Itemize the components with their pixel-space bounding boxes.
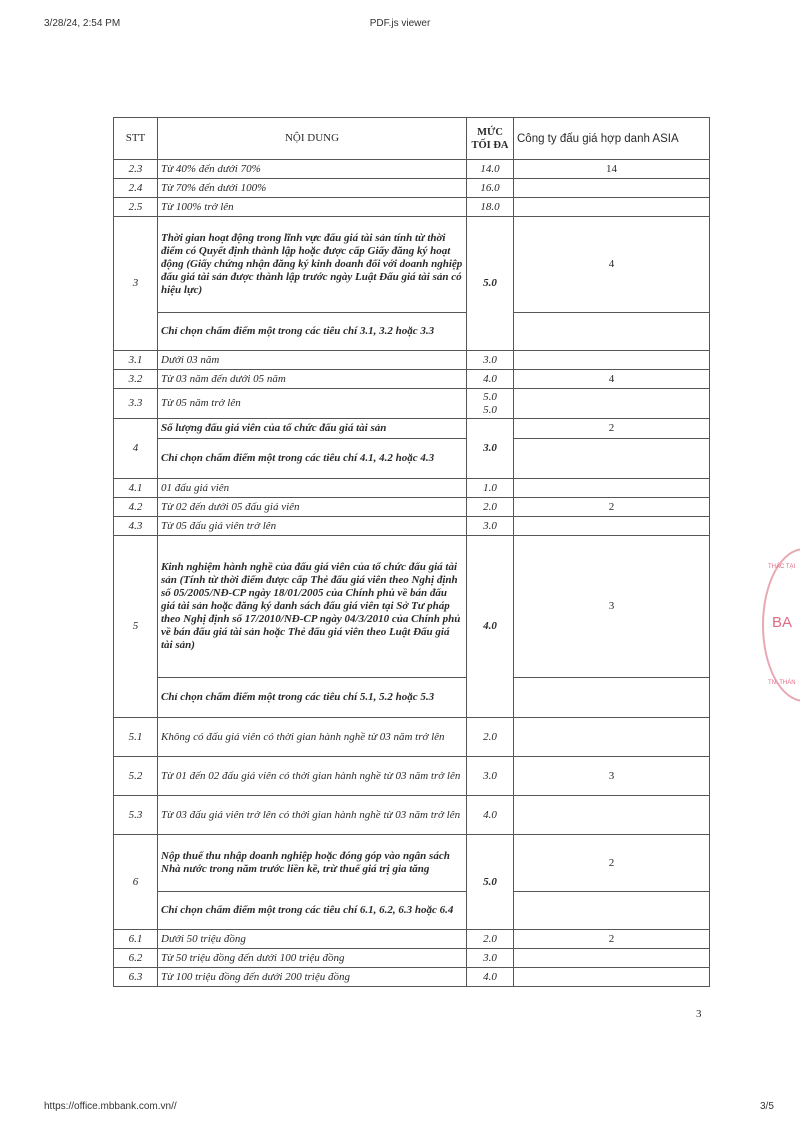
table-row [114, 949, 710, 968]
row-score: 2 [514, 419, 710, 439]
row-score [514, 351, 710, 370]
row-max: 5.0 [467, 835, 514, 930]
row-content-note: Chỉ chọn chấm điểm một trong các tiêu chí 4.1, 4.2 hoặc 4.3 [158, 439, 467, 479]
table-row [114, 370, 710, 389]
company-stamp [762, 548, 800, 702]
row-score: 3 [514, 536, 710, 678]
row-max: 4.0 [467, 536, 514, 718]
row-score [514, 389, 710, 419]
row-stt: 4.3 [114, 517, 158, 536]
row-score-empty [514, 313, 710, 351]
row-stt: 4.2 [114, 498, 158, 517]
row-max-line2: 5.0 [483, 403, 497, 416]
row-stt: 6.3 [114, 968, 158, 987]
row-max: 2.0 [467, 930, 514, 949]
row-content: Không có đấu giá viên có thời gian hành nghề từ 03 năm trở lên [158, 718, 467, 757]
row-content-main: Số lượng đấu giá viên của tổ chức đấu giá tài sản [158, 419, 467, 439]
row-content: Từ 01 đến 02 đấu giá viên có thời gian hành nghề từ 03 năm trở lên [158, 757, 467, 796]
table-row [114, 179, 710, 198]
row-score: 4 [514, 217, 710, 313]
row-max: 4.0 [467, 796, 514, 835]
table-row [114, 198, 710, 217]
row-score [514, 718, 710, 757]
header-stt: STT [114, 118, 158, 160]
table-row [114, 498, 710, 517]
row-content: Từ 05 năm trở lên [158, 389, 467, 419]
table-row [114, 536, 710, 678]
row-stt: 4 [114, 419, 158, 479]
table-header-row [114, 118, 710, 160]
document-page-number: 3 [696, 1008, 702, 1020]
row-content-note: Chỉ chọn chấm điểm một trong các tiêu chí 3.1, 3.2 hoặc 3.3 [158, 313, 467, 351]
table-row [114, 678, 710, 718]
table-row [114, 217, 710, 313]
row-max: 3.0 [467, 351, 514, 370]
stamp-text-mid: BA [772, 614, 793, 631]
row-score: 3 [514, 757, 710, 796]
table-row [114, 892, 710, 930]
row-score [514, 949, 710, 968]
row-score [514, 968, 710, 987]
row-max: 2.0 [467, 718, 514, 757]
header-muc-line1: MỨC [477, 126, 503, 138]
print-url: https://office.mbbank.com.vn// [44, 1101, 177, 1112]
row-score [514, 517, 710, 536]
scoring-table [113, 117, 710, 987]
row-score: 2 [514, 835, 710, 892]
header-muc-line2: TỐI ĐA [471, 139, 509, 151]
row-max: 16.0 [467, 179, 514, 198]
table-row [114, 389, 710, 419]
table-row [114, 517, 710, 536]
row-max: 14.0 [467, 160, 514, 179]
row-max: 3.0 [467, 419, 514, 479]
stamp-text-bottom: TN. THÀN [768, 680, 796, 686]
row-content: 01 đấu giá viên [158, 479, 467, 498]
table-row [114, 718, 710, 757]
row-score: 2 [514, 498, 710, 517]
header-company: Công ty đấu giá hợp danh ASIA [514, 118, 710, 160]
row-score-empty [514, 439, 710, 479]
print-datetime: 3/28/24, 2:54 PM [44, 18, 121, 29]
row-max: 3.0 [467, 517, 514, 536]
table-row [114, 479, 710, 498]
print-page-count: 3/5 [760, 1101, 774, 1112]
row-max: 1.0 [467, 479, 514, 498]
row-content-main: Thời gian hoạt động trong lĩnh vực đấu giá tài sản tính từ thời điểm có Quyết định thành lập hoặc được cấp Giấy đăng ký hoạt động (Giấy chứng nhận đăng ký kinh doanh đối với doanh nghiệp đấu giá tài sản được thành lập trước ngày Luật Đấu giá tài sản có hiệu lực) [158, 217, 467, 313]
row-max [467, 389, 514, 419]
row-score: 2 [514, 930, 710, 949]
table-row [114, 835, 710, 892]
row-content: Dưới 50 triệu đồng [158, 930, 467, 949]
row-stt: 6.1 [114, 930, 158, 949]
row-stt: 5.2 [114, 757, 158, 796]
table-row [114, 160, 710, 179]
row-stt: 4.1 [114, 479, 158, 498]
row-stt: 5 [114, 536, 158, 718]
row-max: 4.0 [467, 370, 514, 389]
stamp-text-top: THÁC TẠI [768, 564, 796, 570]
row-content: Từ 03 đấu giá viên trở lên có thời gian hành nghề từ 03 năm trở lên [158, 796, 467, 835]
table-row [114, 313, 710, 351]
row-stt: 5.3 [114, 796, 158, 835]
table-row [114, 968, 710, 987]
table-row [114, 757, 710, 796]
table-row [114, 930, 710, 949]
row-stt: 6.2 [114, 949, 158, 968]
row-max: 3.0 [467, 949, 514, 968]
row-stt: 5.1 [114, 718, 158, 757]
row-stt: 2.5 [114, 198, 158, 217]
row-max-line1: 5.0 [483, 390, 497, 403]
table-row [114, 439, 710, 479]
row-content: Từ 50 triệu đồng đến dưới 100 triệu đồng [158, 949, 467, 968]
row-content-main: Nộp thuế thu nhập doanh nghiệp hoặc đóng góp vào ngân sách Nhà nước trong năm trước liền kề, trừ thuế giá trị gia tăng [158, 835, 467, 892]
row-content: Từ 03 năm đến dưới 05 năm [158, 370, 467, 389]
print-title: PDF.js viewer [369, 18, 431, 29]
row-content: Từ 100% trở lên [158, 198, 467, 217]
row-content: Từ 40% đến dưới 70% [158, 160, 467, 179]
row-stt: 2.3 [114, 160, 158, 179]
row-stt: 2.4 [114, 179, 158, 198]
row-stt: 3.1 [114, 351, 158, 370]
row-max: 3.0 [467, 757, 514, 796]
row-content-note: Chỉ chọn chấm điểm một trong các tiêu chí 6.1, 6.2, 6.3 hoặc 6.4 [158, 892, 467, 930]
row-score [514, 198, 710, 217]
table-row [114, 796, 710, 835]
row-score [514, 179, 710, 198]
row-content-note: Chỉ chọn chấm điểm một trong các tiêu chí 5.1, 5.2 hoặc 5.3 [158, 678, 467, 718]
row-content-main: Kinh nghiệm hành nghề của đấu giá viên của tổ chức đấu giá tài sản (Tính từ thời điểm được cấp Thẻ đấu giá viên theo Nghị định số 05/2005/NĐ-CP ngày 18/01/2005 của Chính phủ về bán đấu giá tài sản hoặc đăng ký danh sách đấu giá viên tại Sở Tư pháp theo Nghị định số 17/2010/NĐ-CP ngày 04/3/2010 của Chính phủ về bán đấu giá tài sản hoặc Thẻ đấu giá viên theo Luật Đấu giá tài sản) [158, 536, 467, 678]
row-score-empty [514, 892, 710, 930]
row-score: 14 [514, 160, 710, 179]
table-row [114, 351, 710, 370]
table-row [114, 419, 710, 439]
row-score [514, 796, 710, 835]
row-max: 5.0 [467, 217, 514, 351]
row-content: Từ 05 đấu giá viên trở lên [158, 517, 467, 536]
header-muc-toi-da [467, 118, 514, 160]
row-stt: 3 [114, 217, 158, 351]
row-stt: 6 [114, 835, 158, 930]
row-score [514, 479, 710, 498]
row-stt: 3.3 [114, 389, 158, 419]
row-score: 4 [514, 370, 710, 389]
row-content: Từ 100 triệu đồng đến dưới 200 triệu đồng [158, 968, 467, 987]
row-max: 4.0 [467, 968, 514, 987]
row-max: 2.0 [467, 498, 514, 517]
row-score-empty [514, 678, 710, 718]
row-max: 18.0 [467, 198, 514, 217]
row-stt: 3.2 [114, 370, 158, 389]
row-content: Từ 02 đến dưới 05 đấu giá viên [158, 498, 467, 517]
row-content: Từ 70% đến dưới 100% [158, 179, 467, 198]
header-noi-dung: NỘI DUNG [158, 118, 467, 160]
row-content: Dưới 03 năm [158, 351, 467, 370]
